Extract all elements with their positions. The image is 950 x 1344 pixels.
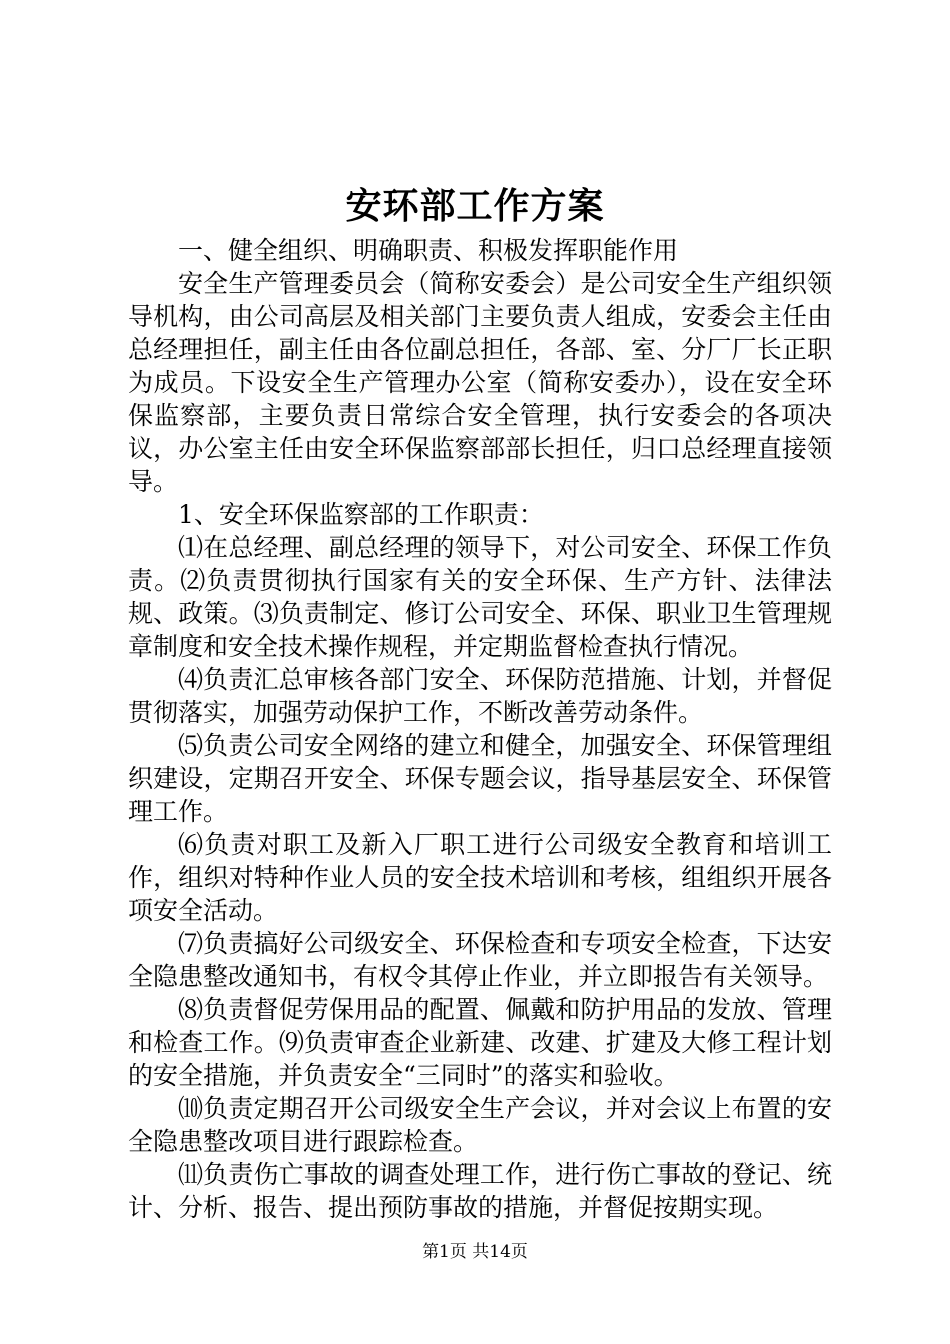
paragraph: 安全生产管理委员会（简称安委会）是公司安全生产组织领导机构，由公司高层及相关部门主要负责人组成，安委会主任由总经理担任，副主任由各位副总担任，各部、室、分厂厂长正职为成员。下设安全生产管理办公室（简称安委办），设在安全环保监察部，主要负责日常综合安全管理，执行安委会的各项决议，办公室主任由安全环保监察部部长担任，归口总经理直接领导。: [128, 269, 832, 496]
document-title: 安环部工作方案: [345, 185, 605, 227]
paragraph: ⑻负责督促劳保用品的配置、佩戴和防护用品的发放、管理和检查工作。⑼负责审查企业新建、改建、扩建及大修工程计划的安全措施，并负责安全“三同时”的落实和验收。: [128, 995, 832, 1090]
section-heading: 一、健全组织、明确职责、积极发挥职能作用: [178, 236, 679, 265]
paragraph: ⑸负责公司安全网络的建立和健全，加强安全、环保管理组织建设，定期召开安全、环保专题会议，指导基层安全、环保管理工作。: [128, 731, 832, 826]
document-body: [128, 234, 832, 1224]
paragraph: ⑽负责定期召开公司级安全生产会议，并对会议上布置的安全隐患整改项目进行跟踪检查。: [128, 1094, 832, 1156]
paragraph: ⑺负责搞好公司级安全、环保检查和专项安全检查，下达安全隐患整改通知书，有权令其停止作业，并立即报告有关领导。: [128, 929, 832, 991]
paragraph: ⑾负责伤亡事故的调查处理工作，进行伤亡事故的登记、统计、分析、报告、提出预防事故的措施，并督促按期实现。: [128, 1160, 832, 1222]
paragraph: ⑴在总经理、副总经理的领导下，对公司安全、环保工作负责。⑵负责贯彻执行国家有关的安全环保、生产方针、法律法规、政策。⑶负责制定、修订公司安全、环保、职业卫生管理规章制度和安全技术操作规程，并定期监督检查执行情况。: [128, 533, 832, 661]
paragraph: ⑹负责对职工及新入厂职工进行公司级安全教育和培训工作，组织对特种作业人员的安全技术培训和考核，组组织开展各项安全活动。: [128, 830, 832, 925]
subsection-heading: 1、安全环保监察部的工作职责：: [178, 500, 544, 529]
paragraph: ⑷负责汇总审核各部门安全、环保防范措施、计划，并督促贯彻落实，加强劳动保护工作，不断改善劳动条件。: [128, 665, 832, 727]
page-number-footer: 第1页 共14页: [422, 1242, 528, 1262]
